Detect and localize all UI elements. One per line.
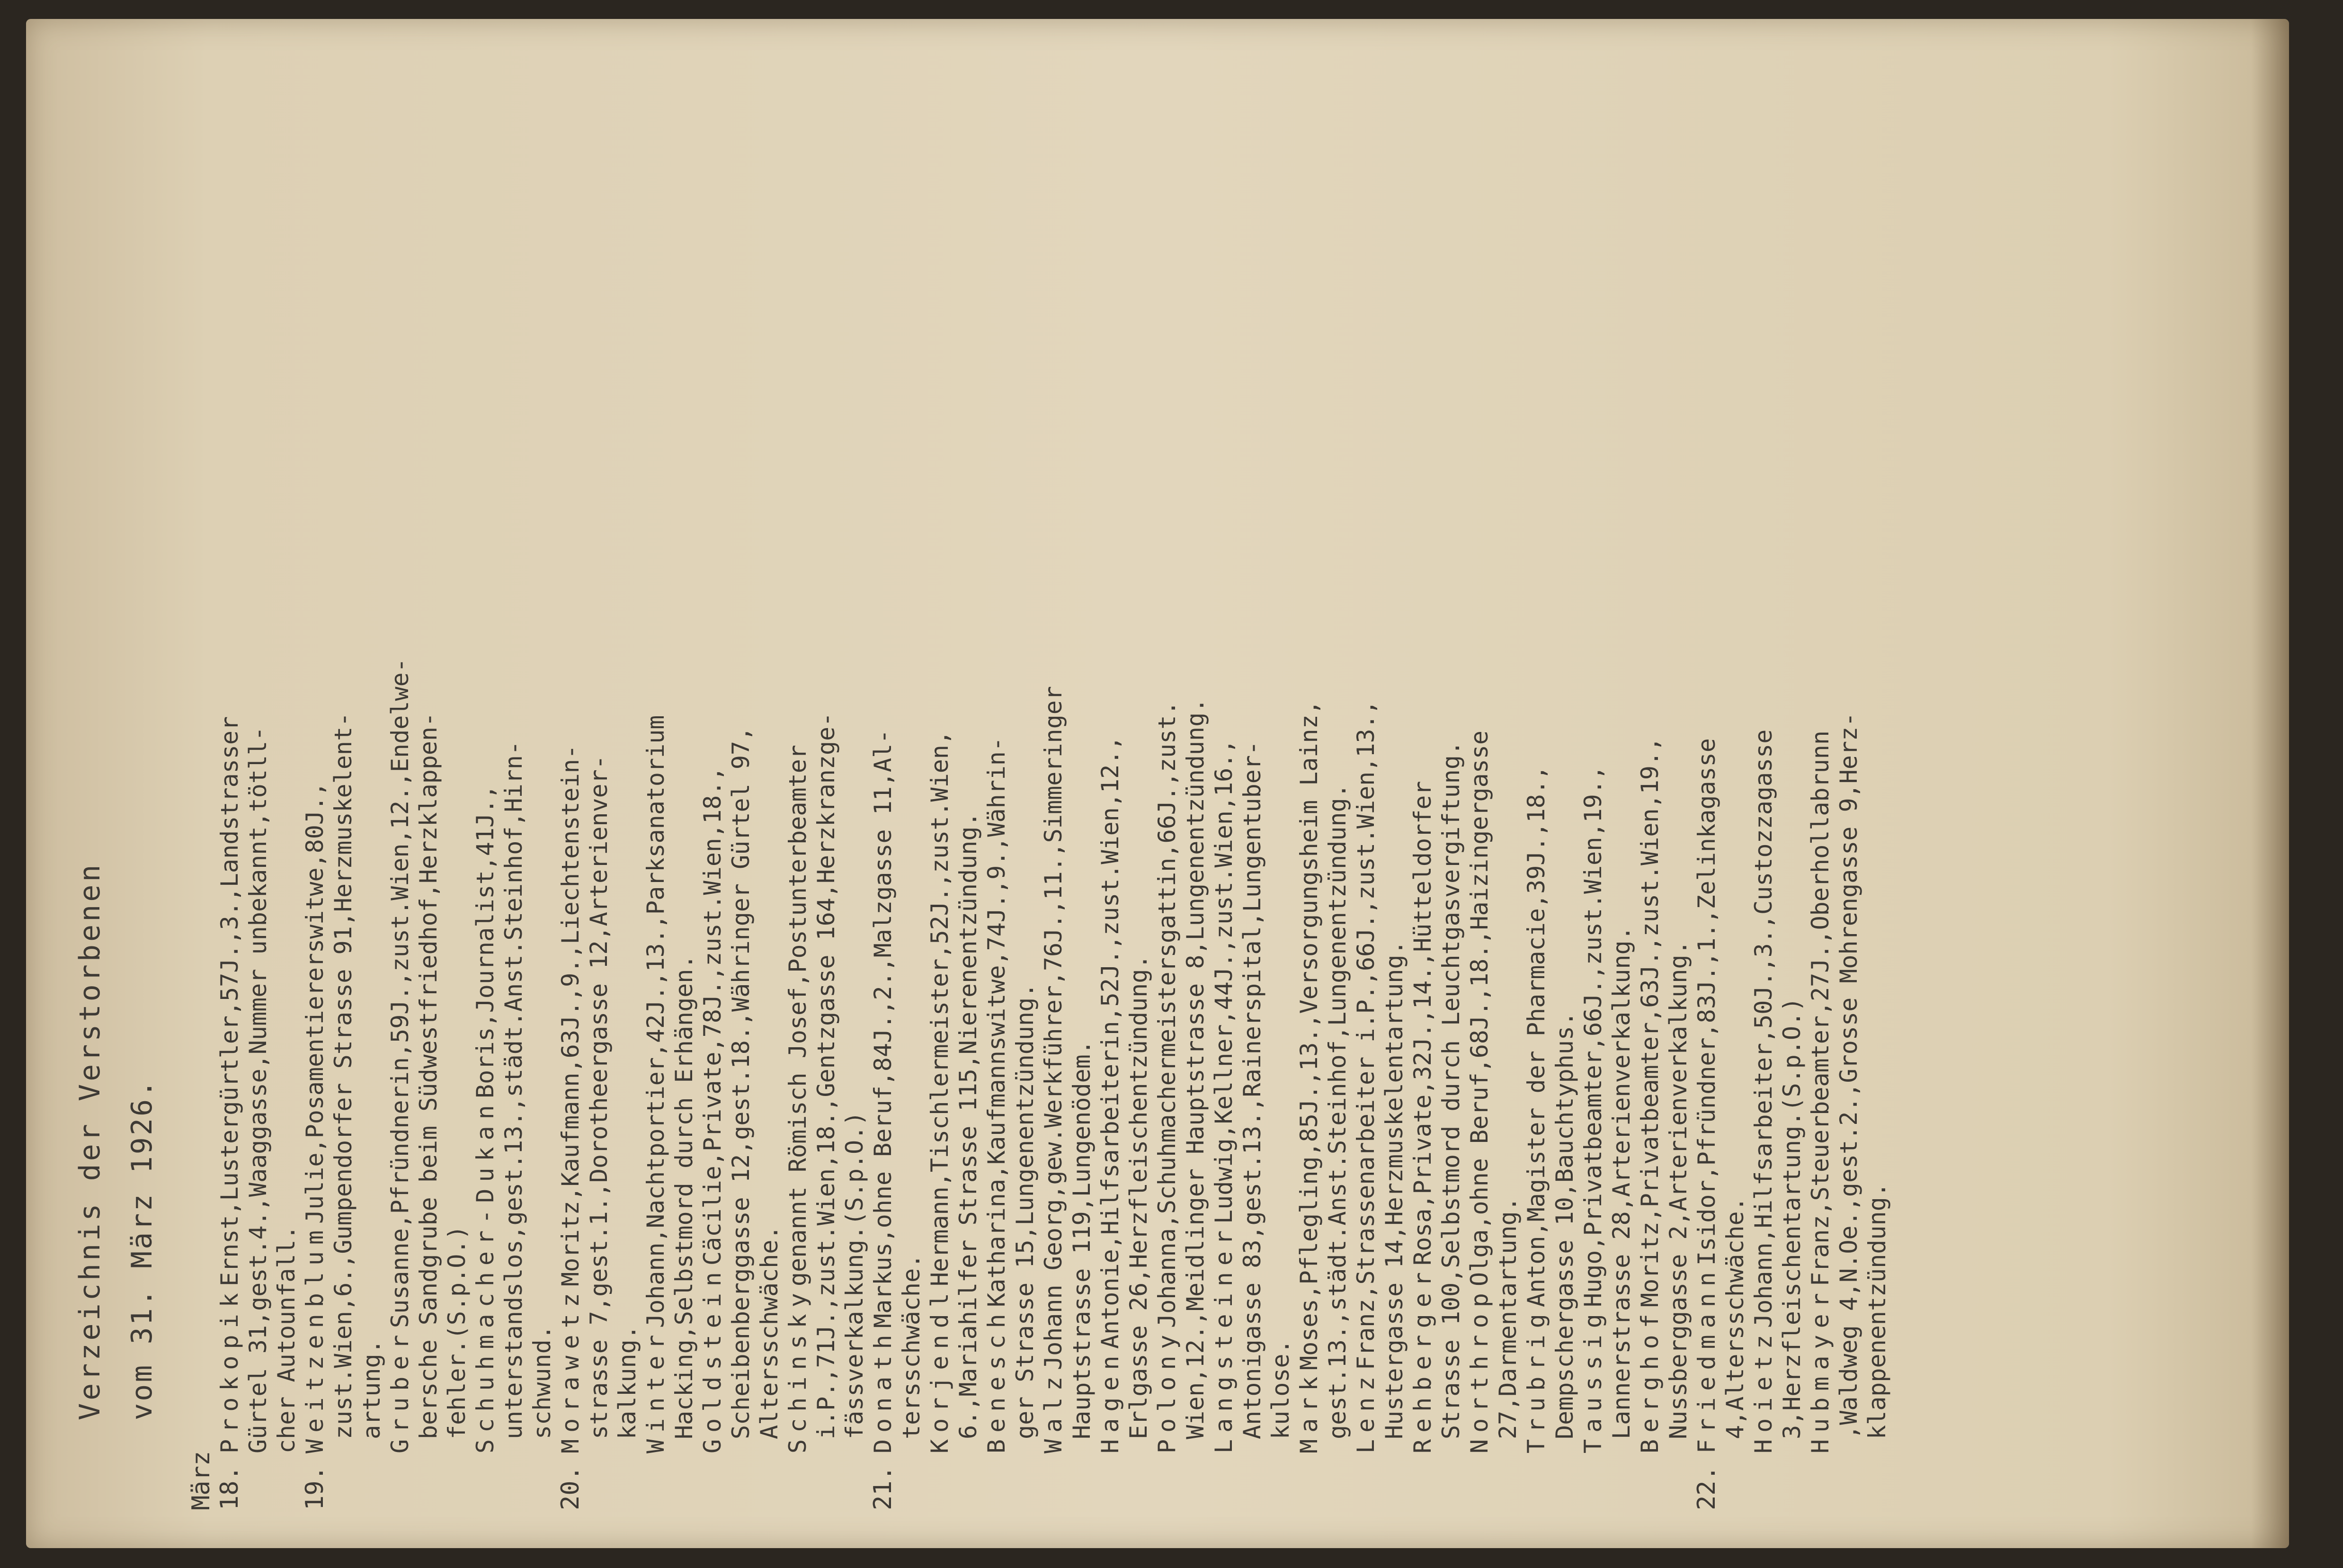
entry-line	[215, 62, 244, 1510]
entry-surname: Langsteiner	[1210, 1223, 1238, 1453]
entry-line	[897, 62, 926, 1510]
entry-details: Johann Georg,gew.Werkführer,76J.,11.,Simmeringer	[1040, 686, 1067, 1370]
entry-line	[187, 62, 215, 1510]
entry-line	[1494, 62, 1522, 1510]
entry-surname: Weitzenblum	[301, 1223, 329, 1453]
entry-details: Katharina,Kaufmannswitwe,74J.,9.,Währin-	[983, 737, 1010, 1307]
entry-continuation: Altersschwäche.	[756, 1225, 783, 1439]
entry-details: Markus,ohne Beruf,84J.,2.,Malzgasse 11,Al-	[869, 729, 897, 1328]
entry-details: Johann,Hilfsarbeiter,50J.,3.,Custozzagasse	[1750, 729, 1777, 1328]
entry-continuation: Hauptstrasse 119,Lungenödem.	[1068, 1040, 1096, 1439]
entry-details: Cäcilie,Private,78J.,zust.Wien,18.,	[699, 766, 726, 1265]
entry-surname: Goldstein	[699, 1265, 726, 1453]
entry-surname: Prokopik	[216, 1286, 243, 1453]
entry-date: 22.	[1693, 1466, 1721, 1510]
entry-line	[1636, 62, 1664, 1510]
entry-date: 21.	[869, 1466, 897, 1510]
entry-line	[869, 62, 897, 1510]
entry-continuation: 3,Herzfleischentartung.(S.p.O.)	[1778, 997, 1806, 1439]
entry-line	[301, 62, 329, 1510]
rotated-document-body	[64, 62, 2251, 1510]
entry-details: Ludwig,Kellner,44J.,zust.Wien,16.,	[1210, 739, 1238, 1224]
entry-line	[698, 62, 727, 1510]
entry-continuation: 4,Altersschwäche.	[1721, 1197, 1749, 1439]
entry-surname: Friedmann	[1693, 1265, 1720, 1453]
entry-line	[1749, 62, 1778, 1510]
entry-line	[1408, 62, 1437, 1510]
entry-line	[840, 62, 869, 1510]
entry-surname: Taussig	[1579, 1307, 1607, 1453]
entry-continuation: fehler.(S.p.O.)	[443, 1225, 471, 1439]
entry-continuation: bersche Sandgrube beim Südwestfriedhof,Herzklappen-	[415, 712, 442, 1439]
entry-continuation: Wien,12.,Meidlinger Hauptstrasse 8,Lungenentzündung.	[1182, 698, 1209, 1439]
entry-list	[187, 62, 1891, 1510]
entry-details: Susanne,Pfründnerin,59J.,zust.Wien,12.,Endelwe-	[386, 658, 414, 1328]
entry-details: Moses,Pflegling,85J.,13.,Versorgungsheim Lainz,	[1295, 700, 1323, 1370]
entry-continuation: Strasse 100,Selbstmord durch Leuchtgasvergiftung.	[1437, 740, 1465, 1439]
entry-line	[1522, 62, 1550, 1510]
entry-line	[1068, 62, 1096, 1510]
entry-surname: Morawetz	[557, 1286, 584, 1453]
entry-continuation: unterstandslos,gest.13.,städt.Anst.Steinhof,Hirn-	[500, 740, 527, 1439]
entry-surname: Hubmayer	[1807, 1286, 1834, 1453]
entry-details: Julie,Posamentiererswitwe,80J.,	[301, 782, 329, 1224]
entry-line	[1664, 62, 1693, 1510]
entry-details: Olga,ohne Beruf,68J.,18.,Haizingergasse	[1466, 731, 1493, 1286]
entry-surname: Northrop	[1466, 1286, 1493, 1453]
entry-line	[613, 62, 641, 1510]
entry-line	[1210, 62, 1238, 1510]
entry-line	[244, 62, 272, 1510]
entry-line	[641, 62, 670, 1510]
entry-continuation: tersschwäche.	[898, 1254, 925, 1439]
document-title: Verzeichnis der Verstorbenen	[73, 862, 107, 1420]
entry-surname: Trubrig	[1523, 1307, 1550, 1453]
entry-surname: Korjendl	[926, 1286, 953, 1453]
entry-line	[1124, 62, 1153, 1510]
entry-line	[471, 62, 499, 1510]
entry-surname: Hagen	[1096, 1349, 1124, 1453]
entry-continuation: fässverkalkung.(S.p.O.)	[841, 1111, 868, 1439]
entry-line	[755, 62, 784, 1510]
entry-date: März	[187, 1451, 215, 1510]
entry-line	[357, 62, 386, 1510]
entry-line	[1238, 62, 1266, 1510]
entry-line	[926, 62, 954, 1510]
document-page	[26, 19, 2289, 1548]
entry-details: Moritz,Kaufmann,63J.,9.,Liechtenstein-	[557, 745, 584, 1286]
entry-surname: Rehberger	[1409, 1265, 1436, 1453]
entry-continuation: schwund.	[528, 1325, 556, 1439]
entry-details: Franz,Strassenarbeiter i.P.,66J.,zust.Wien,13.,	[1352, 700, 1380, 1370]
entry-surname: Polony	[1153, 1328, 1181, 1453]
entry-continuation: i.P.,71J.,zust.Wien,18.,Gentzgasse 164,Herzkranzge-	[812, 712, 840, 1439]
entry-continuation: ger Strasse 15,Lungenentzündung.	[1011, 983, 1039, 1439]
entry-continuation: Antonigasse 83,gest.13.,Rainerspital,Lungentuber-	[1238, 740, 1266, 1439]
entry-line	[1465, 62, 1494, 1510]
entry-details: Johanna,Schuhmachermeistersgattin,66J.,zust.	[1153, 701, 1181, 1328]
entry-line	[1153, 62, 1181, 1510]
entry-details: Johann,Nachtportier,42J.,13.,Parksanatorium	[642, 715, 669, 1328]
entry-line	[414, 62, 443, 1510]
entry-line	[1096, 62, 1124, 1510]
entry-continuation: 6.,Mariahilfer Strasse 115,Nierenentzündung.	[954, 812, 982, 1439]
entry-line	[1295, 62, 1323, 1510]
entry-line	[443, 62, 471, 1510]
entry-surname: Donath	[869, 1328, 897, 1453]
entry-continuation: artung.	[358, 1339, 385, 1439]
entry-line	[982, 62, 1011, 1510]
entry-continuation: Dempschergasse 10,Bauchtyphus.	[1551, 1011, 1578, 1439]
entry-line	[1323, 62, 1352, 1510]
entry-continuation: Hustergasse 14,Herzmuskelentartung.	[1381, 940, 1408, 1439]
entry-details: Anton,Magister der Pharmacie,39J.,18.,	[1523, 766, 1550, 1307]
entry-continuation: kulose.	[1267, 1339, 1294, 1439]
entry-details: Hugo,Privatbeamter,66J.,zust.Wien,19.,	[1579, 766, 1607, 1307]
entry-details: Hermann,Tischlermeister,52J.,zust.Wien,	[926, 731, 953, 1286]
entry-line	[1550, 62, 1579, 1510]
entry-line	[1181, 62, 1210, 1510]
entry-continuation: kalkung.	[614, 1325, 641, 1439]
entry-line	[556, 62, 585, 1510]
entry-surname: Schinsky	[784, 1286, 811, 1453]
entry-line	[1778, 62, 1806, 1510]
entry-continuation: Gürtel 31,gest.4.,Waaggasse,Nummer unbekannt,tötll-	[244, 726, 272, 1453]
entry-surname: Gruber	[386, 1328, 414, 1453]
entry-continuation: zust.Wien,6.,Gumpendorfer Strasse 91,Herzmuskelent-	[330, 712, 357, 1439]
entry-surname: Berghof	[1636, 1307, 1664, 1453]
entry-continuation: 27,Darmentartung.	[1494, 1197, 1522, 1439]
entry-continuation: Lannerstrasse 28,Arterienverkalkung.	[1608, 926, 1635, 1439]
entry-line	[585, 62, 613, 1510]
entry-continuation: Erlgasse 26,Herzfleischentzündung.	[1125, 954, 1152, 1439]
entry-line	[499, 62, 528, 1510]
entry-line	[329, 62, 357, 1510]
entry-line	[1437, 62, 1465, 1510]
entry-line	[670, 62, 698, 1510]
entry-line	[386, 62, 414, 1510]
entry-continuation: gest.13.,städt.Anst.Steinhof,Lungenentzündung.	[1324, 784, 1351, 1439]
entry-continuation: cher Autounfall.	[273, 1225, 300, 1453]
entry-continuation: Nussberggasse 2,Arterienverkalkung.	[1665, 940, 1692, 1439]
entry-date: 19.	[301, 1466, 329, 1510]
entry-line	[528, 62, 556, 1510]
entry-line	[727, 62, 755, 1510]
entry-line	[1579, 62, 1607, 1510]
entry-details: Boris,Journalist,41J.,	[472, 784, 499, 1098]
entry-line	[1352, 62, 1380, 1510]
book-gutter	[2251, 19, 2289, 1548]
entry-surname: Winter	[642, 1328, 669, 1453]
entry-details: Rosa,Private,32J.,14.,Hütteldorfer	[1409, 781, 1436, 1265]
entry-surname: Schuhmacher-Dukan	[472, 1098, 499, 1453]
entry-details: Moritz,Privatbeamter,63J.,zust.Wien,19.,	[1636, 737, 1664, 1307]
entry-surname: Walz	[1040, 1370, 1067, 1453]
entry-line	[954, 62, 982, 1510]
entry-continuation: Scheibenberggasse 12,gest.18.,Währinger Gürtel 97,	[727, 726, 755, 1439]
entry-details: Ernst,Lustergürtler,57J.,3.,Landstrasser	[216, 716, 243, 1286]
entry-surname: Hoietz	[1750, 1328, 1777, 1453]
entry-date: 18.	[215, 1466, 244, 1510]
entry-line	[784, 62, 812, 1510]
entry-details: genannt Römisch Josef,Postunterbeamter	[784, 745, 811, 1286]
entry-line	[1863, 62, 1891, 1510]
entry-continuation: Hacking,Selbstmord durch Erhängen.	[670, 954, 698, 1439]
entry-line	[1266, 62, 1295, 1510]
entry-details: Isidor,Pfründner,83J.,1.,Zelinkagasse	[1693, 738, 1720, 1265]
entry-line	[1806, 62, 1835, 1510]
entry-surname: Benesch	[983, 1307, 1010, 1453]
entry-line	[1835, 62, 1863, 1510]
entry-line	[1011, 62, 1039, 1510]
entry-details: Antonie,Hilfsarbeiterin,52J.,zust.Wien,12.,	[1096, 736, 1124, 1349]
entry-line	[1039, 62, 1068, 1510]
entry-continuation: klappenentzündung.	[1863, 1183, 1891, 1439]
entry-continuation: strasse 7,gest.1.,Dorotheergasse 12,Arterienver-	[585, 755, 613, 1439]
entry-line	[1380, 62, 1408, 1510]
entry-line	[1693, 62, 1721, 1510]
entry-line	[812, 62, 840, 1510]
entry-line	[1607, 62, 1636, 1510]
document-subtitle: vom 31. März 1926.	[125, 1078, 159, 1420]
entry-continuation: ,Waldweg 4,N.Oe.,gest.2.,Grosse Mohrengasse 9,Herz-	[1835, 712, 1862, 1439]
entry-line	[272, 62, 301, 1510]
entry-details: Franz,Steuerbeamter,27J.,Oberhollabrunn	[1807, 731, 1834, 1286]
entry-surname: Mark	[1295, 1370, 1323, 1453]
entry-date: 20.	[556, 1466, 585, 1510]
entry-line	[1721, 62, 1749, 1510]
entry-surname: Lenz	[1352, 1370, 1380, 1453]
